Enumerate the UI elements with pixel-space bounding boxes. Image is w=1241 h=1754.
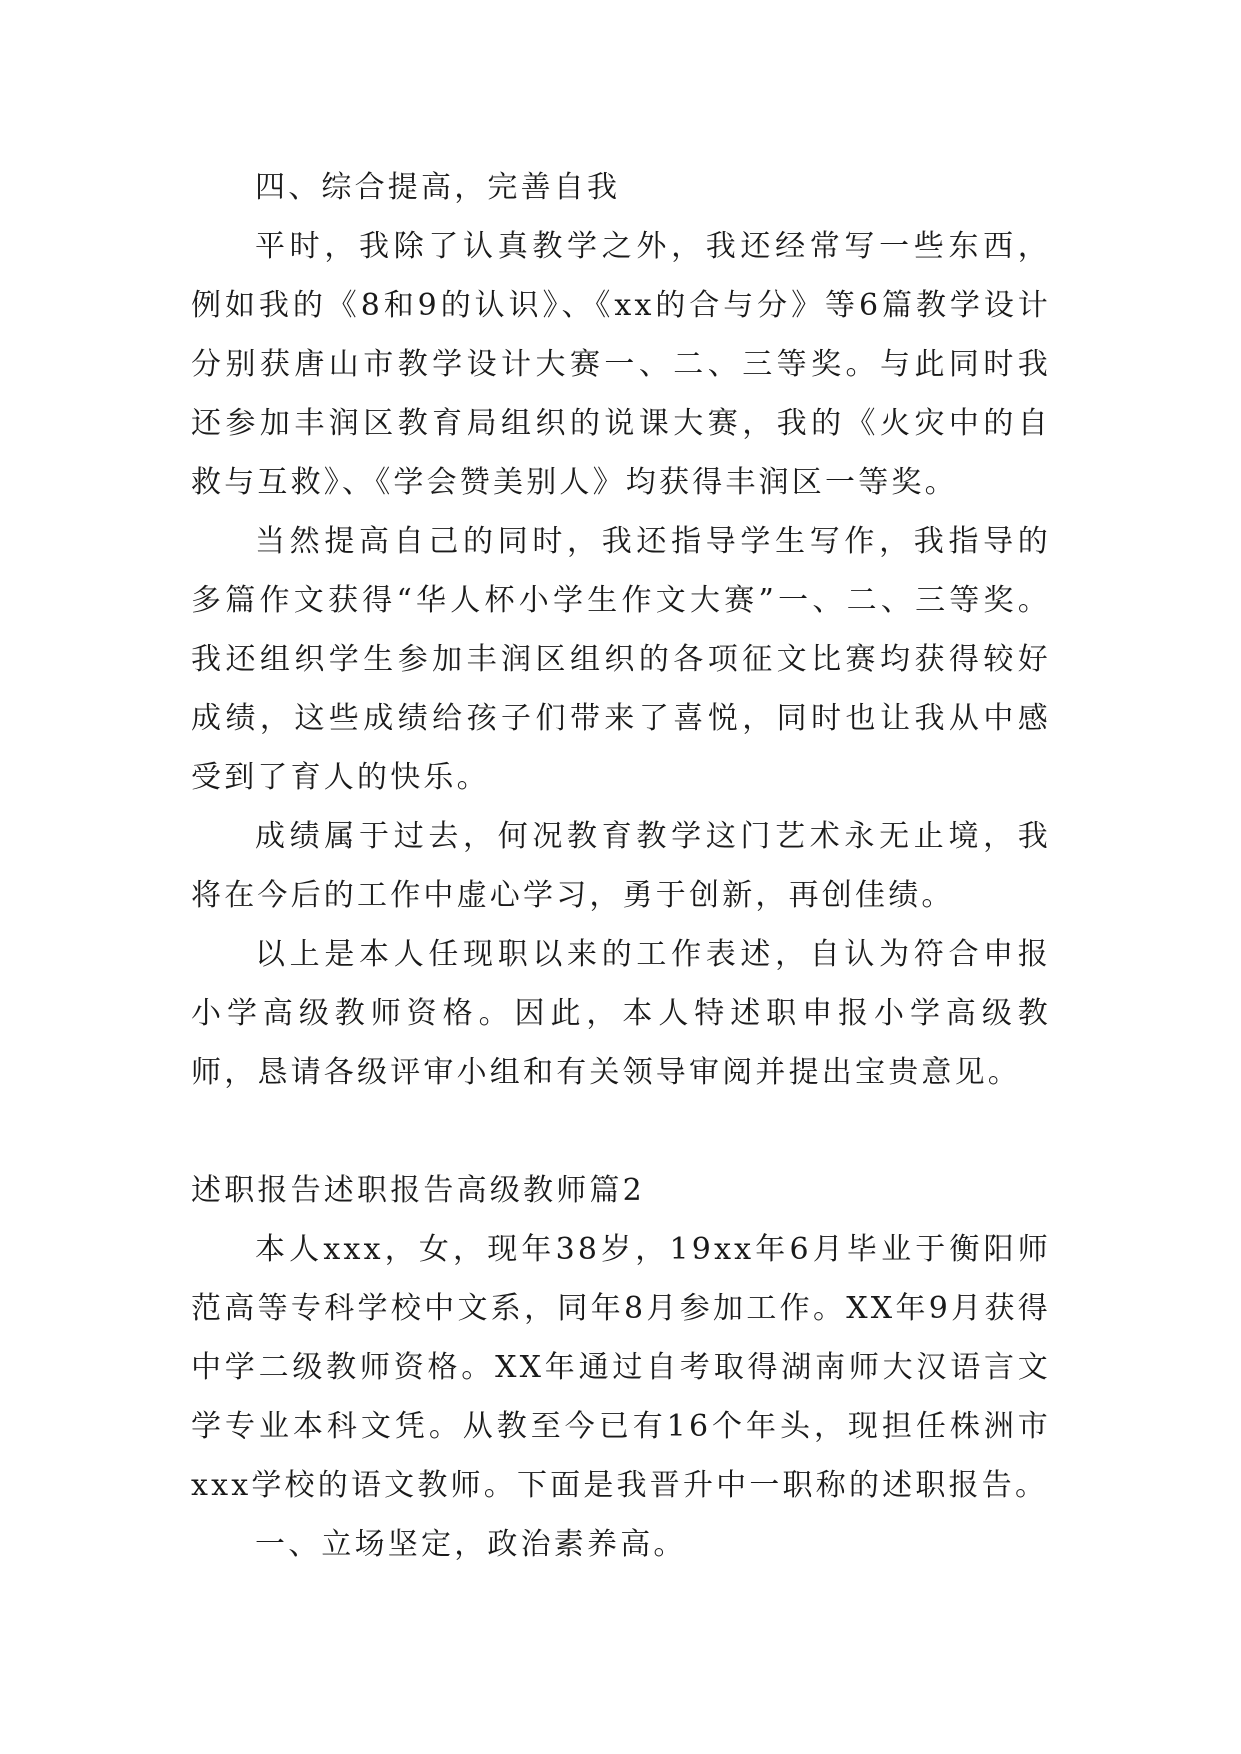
paragraph-student-writing-guidance: 当然提高自己的同时，我还指导学生写作，我指导的多篇作文获得“华人杯小学生作文大赛”一、二、三等奖。我还组织学生参加丰润区组织的各项征文比赛均获得较好成绩，这些成绩给孩子们带来了喜悦，同时也让我从中感受到了育人的快乐。 xyxy=(191,524,1051,795)
paragraph-future-commitment: 成绩属于过去，何况教育教学这门艺术永无止境，我将在今后的工作中虚心学习，勇于创新，再创佳绩。 xyxy=(191,819,1051,913)
heading-comprehensive-improvement: 四、综合提高，完善自我 xyxy=(255,170,621,205)
section-title: 述职报告述职报告高级教师篇2 xyxy=(191,1173,645,1208)
paragraph-personal-background: 本人xxx，女，现年38岁，19xx年6月毕业于衡阳师范高等专科学校中文系，同年8月参加工作。XX年9月获得中学二级教师资格。XX年通过自考取得湖南师大汉语言文学专业本科文凭。从教至今已有16个年头，现担任株洲市xxx学校的语文教师。下面是我晋升中一职称的述职报告。 xyxy=(191,1232,1051,1503)
document-body xyxy=(191,158,1051,1574)
paragraph-application-statement: 以上是本人任现职以来的工作表述，自认为符合申报小学高级教师资格。因此，本人特述职申报小学高级教师，恳请各级评审小组和有关领导审阅并提出宝贵意见。 xyxy=(191,937,1051,1090)
heading-political-stance: 一、立场坚定，政治素养高。 xyxy=(255,1527,687,1562)
paragraph-teaching-design-awards: 平时，我除了认真教学之外，我还经常写一些东西，例如我的《8和9的认识》、《xx的合与分》等6篇教学设计分别获唐山市教学设计大赛一、二、三等奖。与此同时我还参加丰润区教育局组织的说课大赛，我的《火灾中的自救与互救》、《学会赞美别人》均获得丰润区一等奖。 xyxy=(191,229,1051,500)
